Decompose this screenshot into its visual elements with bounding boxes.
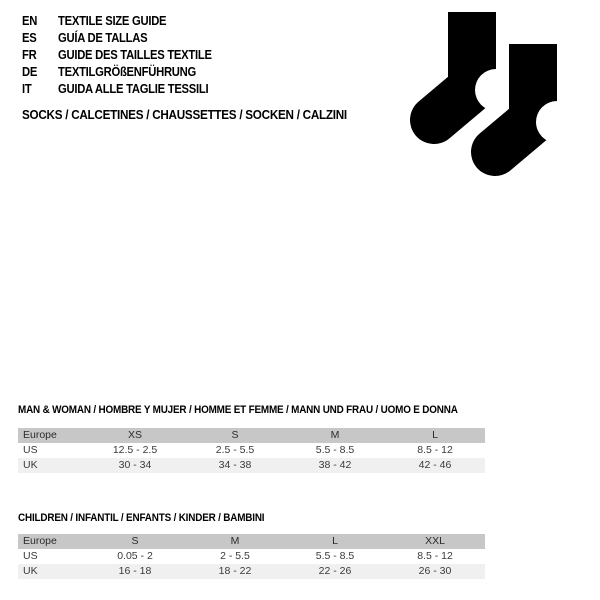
size-table-adult	[18, 428, 485, 473]
language-label: GUIDA ALLE TAGLIE TESSILI	[58, 82, 209, 96]
size-value: 5.5 - 8.5	[315, 550, 355, 562]
language-list	[22, 13, 233, 98]
socks-icon	[396, 10, 566, 190]
language-row-en	[22, 13, 212, 30]
size-value: 8.5 - 12	[417, 550, 453, 562]
size-value: 34 - 38	[218, 459, 252, 471]
row-label: US	[23, 444, 38, 456]
language-code: IT	[22, 82, 32, 96]
size-value: 2.5 - 5.5	[215, 444, 255, 456]
language-row-fr	[22, 47, 212, 64]
language-row-de	[22, 64, 212, 81]
size-value: 18 - 22	[218, 565, 252, 577]
language-code: EN	[22, 14, 38, 28]
size-value: 26 - 30	[418, 565, 452, 577]
column-header-region: Europe	[23, 429, 57, 441]
row-label: UK	[23, 459, 38, 471]
column-header-size: M	[330, 429, 340, 441]
column-header-region: Europe	[23, 535, 57, 547]
table-header-row	[18, 428, 485, 443]
size-value: 12.5 - 2.5	[112, 444, 158, 456]
column-header-size: L	[332, 535, 338, 547]
language-row-es	[22, 30, 212, 47]
table-row-uk	[18, 458, 485, 473]
size-value: 38 - 42	[318, 459, 352, 471]
column-header-size: S	[131, 535, 139, 547]
size-value: 5.5 - 8.5	[315, 444, 355, 456]
row-label: US	[23, 550, 38, 562]
size-value: 22 - 26	[318, 565, 352, 577]
language-label: GUÍA DE TALLAS	[58, 31, 148, 45]
language-row-it	[22, 81, 212, 98]
column-header-size: S	[231, 429, 239, 441]
size-value: 2 - 5.5	[220, 550, 250, 562]
table-row-us	[18, 549, 485, 564]
language-code: FR	[22, 48, 37, 62]
language-label: TEXTILE SIZE GUIDE	[58, 14, 167, 28]
size-value: 42 - 46	[418, 459, 452, 471]
size-value: 30 - 34	[118, 459, 152, 471]
size-value: 8.5 - 12	[417, 444, 453, 456]
size-value: 16 - 18	[118, 565, 152, 577]
row-label: UK	[23, 565, 38, 577]
language-code: DE	[22, 65, 38, 79]
category-title: SOCKS / CALCETINES / CHAUSSETTES / SOCKEN / CALZINI	[22, 107, 347, 122]
language-label: GUIDE DES TAILLES TEXTILE	[58, 48, 212, 62]
table-header-row	[18, 534, 485, 549]
size-table-children	[18, 534, 485, 579]
column-header-size: XXL	[425, 535, 445, 547]
size-value: 0.05 - 2	[117, 550, 153, 562]
table-row-us	[18, 443, 485, 458]
table-row-uk	[18, 564, 485, 579]
language-label: TEXTILGRÖßENFÜHRUNG	[58, 65, 196, 79]
sock-front	[495, 44, 566, 152]
children-table-title: CHILDREN / INFANTIL / ENFANTS / KINDER / BAMBINI	[18, 512, 265, 524]
language-code: ES	[22, 31, 37, 45]
column-header-size: XS	[127, 429, 142, 441]
column-header-size: M	[230, 535, 240, 547]
column-header-size: L	[432, 429, 438, 441]
adult-table-title: MAN & WOMAN / HOMBRE Y MUJER / HOMME ET FEMME / MANN UND FRAU / UOMO E DONNA	[18, 404, 458, 416]
